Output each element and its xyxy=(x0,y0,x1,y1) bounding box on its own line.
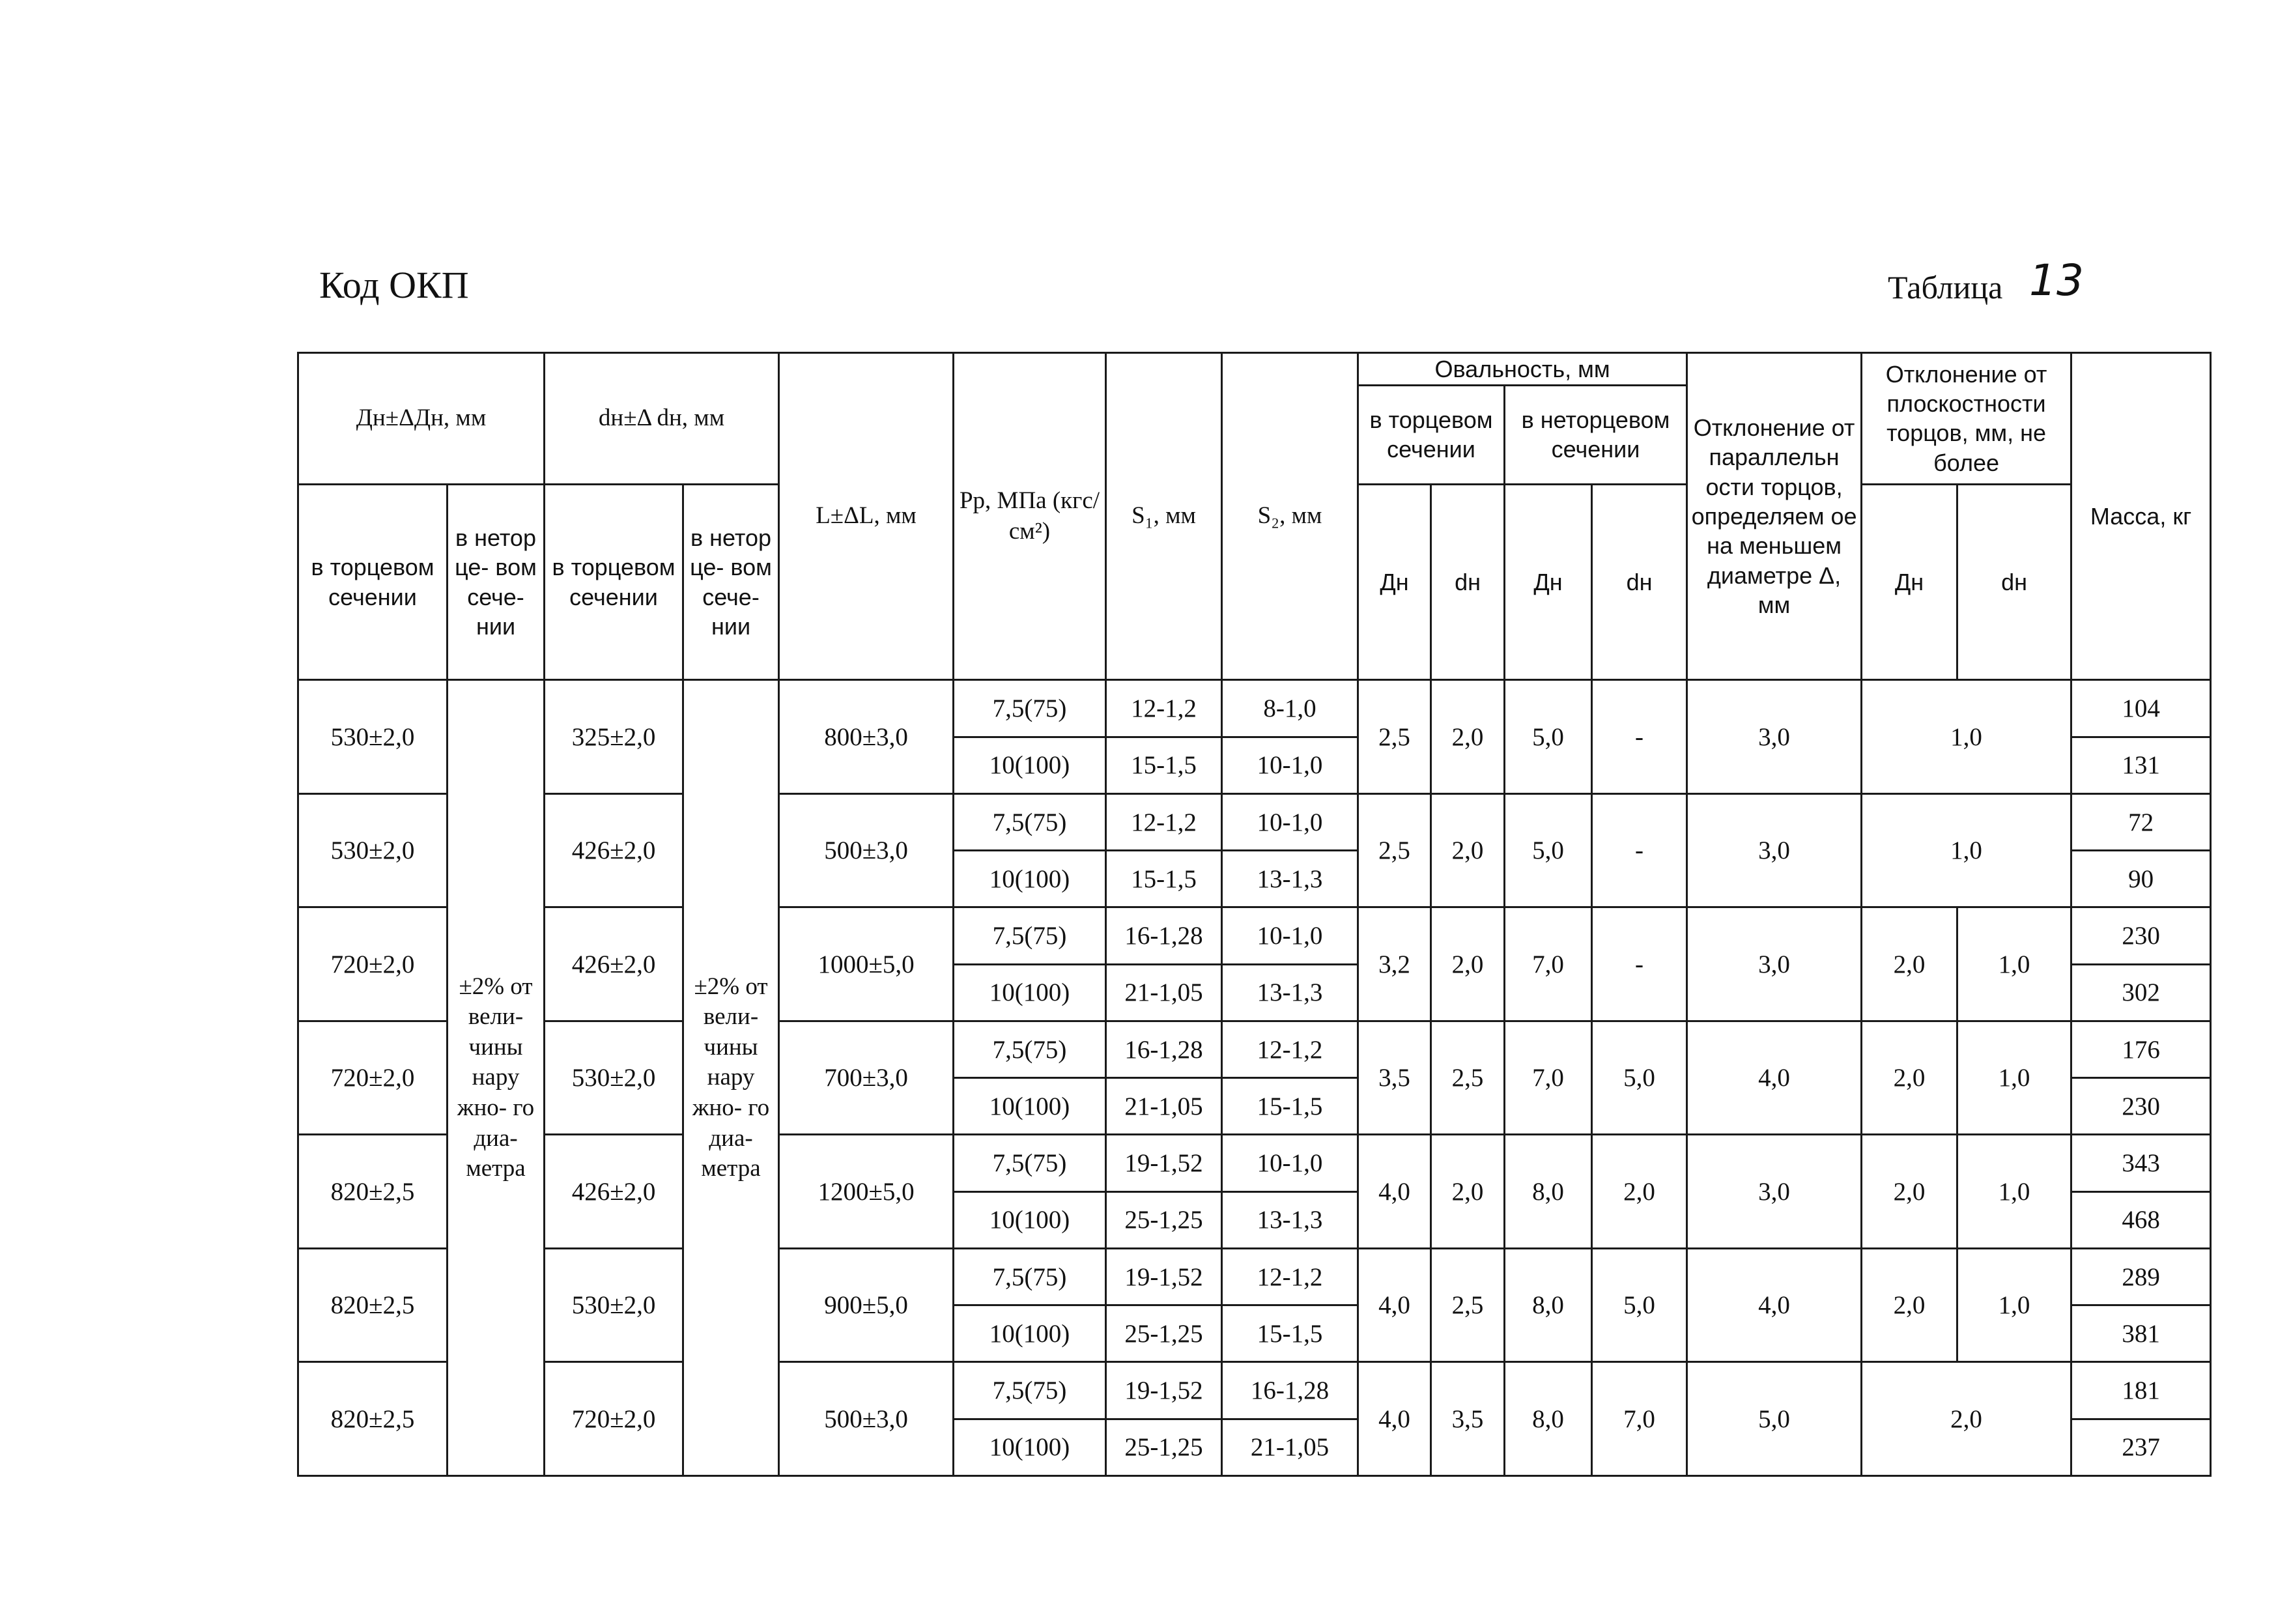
inner-diameter-cell: 426±2,0 xyxy=(545,793,683,907)
outer-diameter-cell: 820±2,5 xyxy=(298,1248,448,1362)
length-cell: 800±3,0 xyxy=(779,680,954,794)
inner-diameter-cell: 325±2,0 xyxy=(545,680,683,794)
ovality-nonend-din-cell: 2,0 xyxy=(1592,1135,1687,1249)
col-subheader-inner-end: в торцевом сечении xyxy=(545,484,683,680)
inner-diameter-cell: 426±2,0 xyxy=(545,1135,683,1249)
outer-diameter-cell: 720±2,0 xyxy=(298,1021,448,1135)
parallel-deviation-cell: 5,0 xyxy=(1687,1362,1862,1476)
mass-cell: 302 xyxy=(2071,964,2211,1021)
flatness-din-cell: 1,0 xyxy=(1957,907,2071,1021)
ovality-nonend-dn-cell: 5,0 xyxy=(1505,680,1592,794)
ovality-end-din-cell: 2,5 xyxy=(1431,1248,1505,1362)
length-cell: 900±5,0 xyxy=(779,1248,954,1362)
mass-cell: 381 xyxy=(2071,1305,2211,1362)
mass-cell: 343 xyxy=(2071,1135,2211,1191)
col-header-mass: Масса, кг xyxy=(2071,353,2211,680)
s1-cell: 15-1,5 xyxy=(1106,737,1222,793)
mass-cell: 90 xyxy=(2071,851,2211,907)
table-label: Таблица xyxy=(1888,269,2003,306)
mass-cell: 181 xyxy=(2071,1362,2211,1419)
col-header-s1: S₁, мм xyxy=(1106,353,1222,680)
mass-cell: 230 xyxy=(2071,907,2211,964)
table-row xyxy=(298,1362,2211,1419)
mass-cell: 237 xyxy=(2071,1419,2211,1475)
pressure-cell: 10(100) xyxy=(954,851,1106,907)
s1-cell: 21-1,05 xyxy=(1106,964,1222,1021)
s2-cell: 12-1,2 xyxy=(1222,1248,1358,1305)
length-cell: 1000±5,0 xyxy=(779,907,954,1021)
outer-diameter-cell: 530±2,0 xyxy=(298,680,448,794)
s2-cell: 12-1,2 xyxy=(1222,1021,1358,1077)
table-row xyxy=(298,793,2211,850)
ovality-end-dn-cell: 3,5 xyxy=(1358,1021,1431,1135)
parallel-deviation-cell: 3,0 xyxy=(1687,680,1862,794)
s1-cell: 15-1,5 xyxy=(1106,851,1222,907)
s2-cell: 10-1,0 xyxy=(1222,737,1358,793)
ovality-nonend-dn-cell: 7,0 xyxy=(1505,907,1592,1021)
pressure-cell: 10(100) xyxy=(954,1419,1106,1475)
outer-diameter-cell: 820±2,5 xyxy=(298,1362,448,1476)
flatness-cell: 1,0 xyxy=(1862,680,2071,794)
col-subheader-outer-nonend: в нетор це- вом сече- нии xyxy=(448,484,545,680)
s2-cell: 21-1,05 xyxy=(1222,1419,1358,1475)
flatness-din-cell: 1,0 xyxy=(1957,1135,2071,1249)
table-row xyxy=(298,1135,2211,1191)
flatness-dn-cell: 2,0 xyxy=(1862,907,1957,1021)
mass-cell: 104 xyxy=(2071,680,2211,737)
table-number: 13 xyxy=(2029,255,2084,306)
s2-cell: 15-1,5 xyxy=(1222,1305,1358,1362)
s2-cell: 15-1,5 xyxy=(1222,1078,1358,1135)
table-row xyxy=(298,907,2211,964)
length-cell: 700±3,0 xyxy=(779,1021,954,1135)
outer-diameter-tolerance-note: ±2% от вели- чины нару жно- го диа- метра xyxy=(448,680,545,1476)
pressure-cell: 7,5(75) xyxy=(954,907,1106,964)
s1-cell: 19-1,52 xyxy=(1106,1362,1222,1419)
ovality-end-din-cell: 3,5 xyxy=(1431,1362,1505,1476)
ovality-nonend-dn-cell: 5,0 xyxy=(1505,793,1592,907)
s2-cell: 10-1,0 xyxy=(1222,907,1358,964)
outer-diameter-cell: 820±2,5 xyxy=(298,1135,448,1249)
col-header-inner-diameter: dн±Δ dн, мм xyxy=(545,353,779,485)
length-cell: 500±3,0 xyxy=(779,793,954,907)
table-row xyxy=(298,680,2211,737)
flatness-cell: 1,0 xyxy=(1862,793,2071,907)
pressure-cell: 7,5(75) xyxy=(954,1248,1106,1305)
ovality-nonend-dn-cell: 8,0 xyxy=(1505,1135,1592,1249)
col-subheader-flatness-dn: Дн xyxy=(1862,484,1957,680)
ovality-end-dn-cell: 3,2 xyxy=(1358,907,1431,1021)
col-header-parallel: Отклонение от параллельн ости торцов, определяем ое на меньшем диаметре Δ, мм xyxy=(1687,353,1862,680)
ovality-nonend-din-cell: - xyxy=(1592,793,1687,907)
ovality-end-din-cell: 2,0 xyxy=(1431,680,1505,794)
pressure-cell: 7,5(75) xyxy=(954,793,1106,850)
s2-cell: 13-1,3 xyxy=(1222,1191,1358,1248)
inner-diameter-cell: 426±2,0 xyxy=(545,907,683,1021)
col-subheader-ovality-nonend-dn: Дн xyxy=(1505,484,1592,680)
ovality-end-dn-cell: 2,5 xyxy=(1358,680,1431,794)
table-row xyxy=(298,1248,2211,1305)
s1-cell: 12-1,2 xyxy=(1106,680,1222,737)
inner-diameter-tolerance-note: ±2% от вели- чины нару жно- го диа- метра xyxy=(683,680,779,1476)
okp-code-label: Код ОКП xyxy=(319,264,469,306)
ovality-nonend-din-cell: - xyxy=(1592,907,1687,1021)
pressure-cell: 10(100) xyxy=(954,1078,1106,1135)
s2-cell: 16-1,28 xyxy=(1222,1362,1358,1419)
s1-cell: 19-1,52 xyxy=(1106,1248,1222,1305)
s1-cell: 16-1,28 xyxy=(1106,1021,1222,1077)
table-row xyxy=(298,1021,2211,1077)
ovality-nonend-dn-cell: 7,0 xyxy=(1505,1021,1592,1135)
flatness-dn-cell: 2,0 xyxy=(1862,1248,1957,1362)
s2-cell: 13-1,3 xyxy=(1222,851,1358,907)
outer-diameter-cell: 530±2,0 xyxy=(298,793,448,907)
col-header-pressure: Рр, МПа (кгс/см²) xyxy=(954,353,1106,680)
flatness-din-cell: 1,0 xyxy=(1957,1021,2071,1135)
ovality-end-din-cell: 2,0 xyxy=(1431,1135,1505,1249)
col-subheader-ovality-nonend-din: dн xyxy=(1592,484,1687,680)
ovality-end-dn-cell: 4,0 xyxy=(1358,1135,1431,1249)
flatness-cell: 2,0 xyxy=(1862,1362,2071,1476)
ovality-nonend-din-cell: - xyxy=(1592,680,1687,794)
col-subheader-ovality-end-din: dн xyxy=(1431,484,1505,680)
col-header-length: L±ΔL, мм xyxy=(779,353,954,680)
s1-cell: 12-1,2 xyxy=(1106,793,1222,850)
s1-cell: 25-1,25 xyxy=(1106,1191,1222,1248)
col-header-flatness: Отклонение от плоскостности торцов, мм, не более xyxy=(1862,353,2071,485)
pressure-cell: 10(100) xyxy=(954,1305,1106,1362)
inner-diameter-cell: 720±2,0 xyxy=(545,1362,683,1476)
parallel-deviation-cell: 4,0 xyxy=(1687,1021,1862,1135)
ovality-nonend-dn-cell: 8,0 xyxy=(1505,1362,1592,1476)
ovality-end-dn-cell: 4,0 xyxy=(1358,1248,1431,1362)
flatness-dn-cell: 2,0 xyxy=(1862,1135,1957,1249)
mass-cell: 289 xyxy=(2071,1248,2211,1305)
ovality-end-din-cell: 2,0 xyxy=(1431,907,1505,1021)
s1-cell: 25-1,25 xyxy=(1106,1305,1222,1362)
col-subheader-ovality-end-dn: Дн xyxy=(1358,484,1431,680)
length-cell: 1200±5,0 xyxy=(779,1135,954,1249)
mass-cell: 131 xyxy=(2071,737,2211,793)
parallel-deviation-cell: 3,0 xyxy=(1687,793,1862,907)
col-header-outer-diameter: Дн±ΔДн, мм xyxy=(298,353,545,485)
ovality-nonend-din-cell: 7,0 xyxy=(1592,1362,1687,1476)
ovality-end-dn-cell: 4,0 xyxy=(1358,1362,1431,1476)
ovality-nonend-dn-cell: 8,0 xyxy=(1505,1248,1592,1362)
pressure-cell: 10(100) xyxy=(954,737,1106,793)
pressure-cell: 10(100) xyxy=(954,964,1106,1021)
ovality-end-din-cell: 2,5 xyxy=(1431,1021,1505,1135)
col-header-ovality: Овальность, мм xyxy=(1358,353,1687,386)
flatness-dn-cell: 2,0 xyxy=(1862,1021,1957,1135)
s2-cell: 13-1,3 xyxy=(1222,964,1358,1021)
mass-cell: 468 xyxy=(2071,1191,2211,1248)
s1-cell: 19-1,52 xyxy=(1106,1135,1222,1191)
ovality-nonend-din-cell: 5,0 xyxy=(1592,1248,1687,1362)
s1-cell: 21-1,05 xyxy=(1106,1078,1222,1135)
col-header-ovality-end: в торцевом сечении xyxy=(1358,386,1505,484)
s2-cell: 10-1,0 xyxy=(1222,1135,1358,1191)
flatness-din-cell: 1,0 xyxy=(1957,1248,2071,1362)
length-cell: 500±3,0 xyxy=(779,1362,954,1476)
mass-cell: 176 xyxy=(2071,1021,2211,1077)
s1-cell: 25-1,25 xyxy=(1106,1419,1222,1475)
parallel-deviation-cell: 3,0 xyxy=(1687,907,1862,1021)
inner-diameter-cell: 530±2,0 xyxy=(545,1021,683,1135)
spec-table xyxy=(297,352,2212,1477)
pressure-cell: 7,5(75) xyxy=(954,680,1106,737)
inner-diameter-cell: 530±2,0 xyxy=(545,1248,683,1362)
ovality-nonend-din-cell: 5,0 xyxy=(1592,1021,1687,1135)
outer-diameter-cell: 720±2,0 xyxy=(298,907,448,1021)
col-subheader-outer-end: в торцевом сечении xyxy=(298,484,448,680)
pressure-cell: 7,5(75) xyxy=(954,1362,1106,1419)
parallel-deviation-cell: 3,0 xyxy=(1687,1135,1862,1249)
s2-cell: 10-1,0 xyxy=(1222,793,1358,850)
parallel-deviation-cell: 4,0 xyxy=(1687,1248,1862,1362)
pressure-cell: 7,5(75) xyxy=(954,1135,1106,1191)
ovality-end-dn-cell: 2,5 xyxy=(1358,793,1431,907)
ovality-end-din-cell: 2,0 xyxy=(1431,793,1505,907)
col-subheader-flatness-din: dн xyxy=(1957,484,2071,680)
s2-cell: 8-1,0 xyxy=(1222,680,1358,737)
col-header-s2: S₂, мм xyxy=(1222,353,1358,680)
pressure-cell: 7,5(75) xyxy=(954,1021,1106,1077)
col-header-ovality-nonend: в неторцевом сечении xyxy=(1505,386,1687,484)
mass-cell: 72 xyxy=(2071,793,2211,850)
col-subheader-inner-nonend: в нетор це- вом сече- нии xyxy=(683,484,779,680)
s1-cell: 16-1,28 xyxy=(1106,907,1222,964)
pressure-cell: 10(100) xyxy=(954,1191,1106,1248)
mass-cell: 230 xyxy=(2071,1078,2211,1135)
page-header xyxy=(0,0,2291,339)
